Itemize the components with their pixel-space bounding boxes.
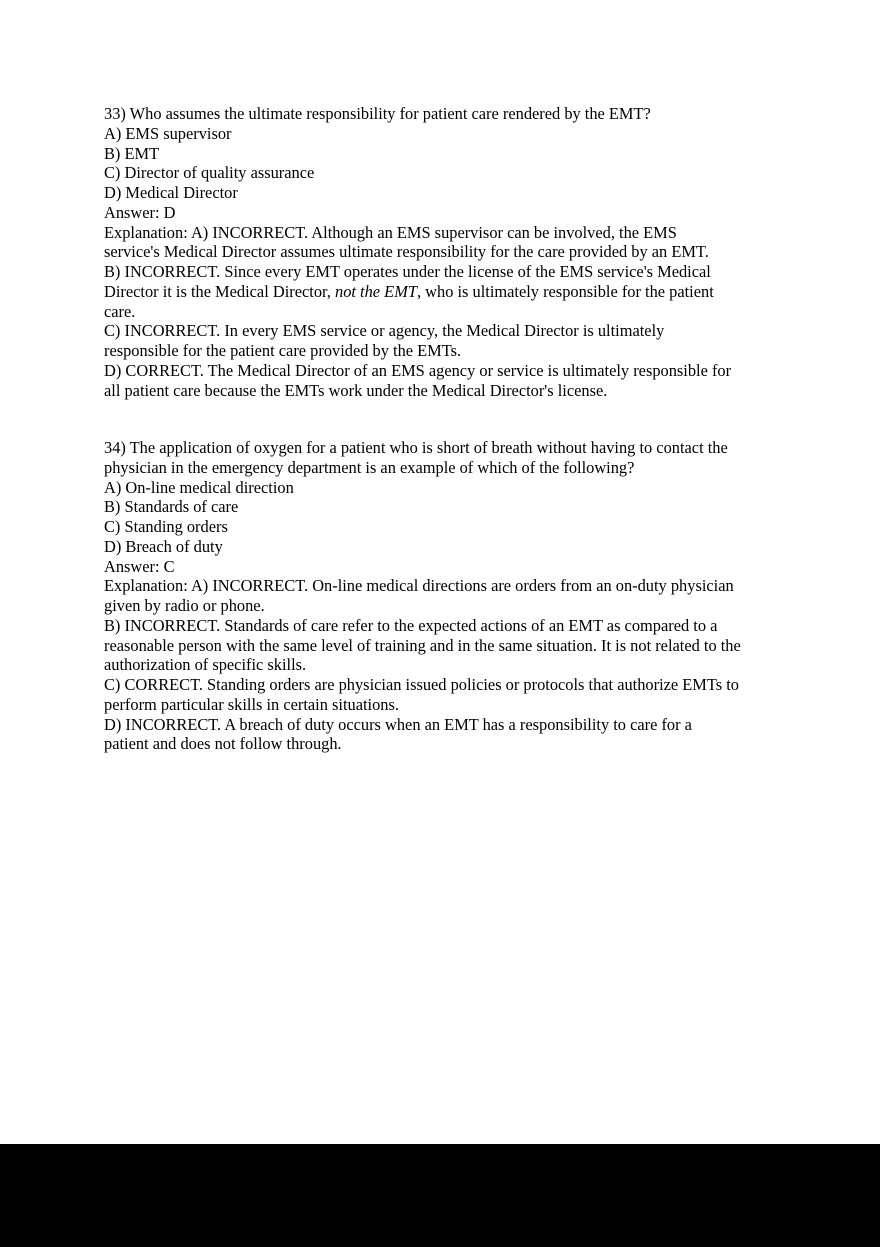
explanation-a-line-2: given by radio or phone. [104, 596, 265, 615]
bottom-black-bar [0, 1144, 880, 1247]
explanation-a-line-2: service's Medical Director assumes ultimate responsibility for the care provided by an EMT. [104, 242, 709, 262]
option-d: D) Breach of duty [104, 536, 223, 556]
explanation-c-line-2: responsible for the patient care provided by the EMTs. [104, 341, 462, 360]
explanation-d-line-1: D) INCORRECT. A breach of duty occurs when an EMT has a responsibility to care for a [104, 714, 692, 734]
answer-key: Answer: C [104, 556, 175, 576]
explanation-b-line-1: B) INCORRECT. Since every EMT operates under the license of the EMS service's Medical [104, 262, 711, 281]
option-c: C) Director of quality assurance [104, 163, 315, 183]
explanation-d-line-1: D) CORRECT. The Medical Director of an EMS agency or service is ultimately responsible for [104, 360, 732, 380]
explanation-c-line-2: perform particular skills in certain situations. [104, 694, 399, 714]
option-b: B) EMT [104, 143, 160, 163]
explanation-c-line-1: C) INCORRECT. In every EMS service or agency, the Medical Director is ultimately [104, 321, 665, 341]
explanation-a-line-1: Explanation: A) INCORRECT. On-line medical directions are orders from an on-duty physician [104, 576, 734, 596]
question-34 [104, 438, 784, 754]
option-a: A) EMS supervisor [104, 123, 232, 143]
explanation-b-line-2: reasonable person with the same level of training and in the same situation. It is not related to the [104, 635, 741, 655]
explanation-d-line-2: all patient care because the EMTs work under the Medical Director's license. [104, 380, 608, 400]
explanation-b-line-3: care. [104, 301, 136, 321]
explanation-b-line-2 [104, 282, 784, 302]
explanation-a-line-1: Explanation: A) INCORRECT. Although an EMS supervisor can be involved, the EMS [104, 222, 677, 242]
explanation-c-line-1: C) CORRECT. Standing orders are physician issued policies or protocols that authorize EMTs to [104, 675, 739, 694]
question-33 [104, 104, 784, 400]
option-b: B) Standards of care [104, 497, 239, 517]
explanation-b-text: Director it is the Medical Director, [104, 281, 336, 301]
option-c: C) Standing orders [104, 517, 228, 536]
explanation-b-text-end: , who is ultimately responsible for the patient [416, 281, 714, 301]
explanation-b-line-1: B) INCORRECT. Standards of care refer to the expected actions of an EMT as compared to a [104, 615, 718, 635]
option-a: A) On-line medical direction [104, 477, 294, 497]
question-stem-line-2: physician in the emergency department is an example of which of the following? [104, 457, 635, 477]
question-stem-line-1: 34) The application of oxygen for a patient who is short of breath without having to contact the [104, 438, 728, 457]
explanation-b-line-3: authorization of specific skills. [104, 655, 307, 675]
answer-key: Answer: D [104, 202, 176, 222]
question-stem: 33) Who assumes the ultimate responsibility for patient care rendered by the EMT? [104, 104, 651, 123]
explanation-b-emphasis: not the EMT [335, 281, 417, 301]
option-d: D) Medical Director [104, 183, 238, 202]
explanation-d-line-2: patient and does not follow through. [104, 734, 342, 754]
